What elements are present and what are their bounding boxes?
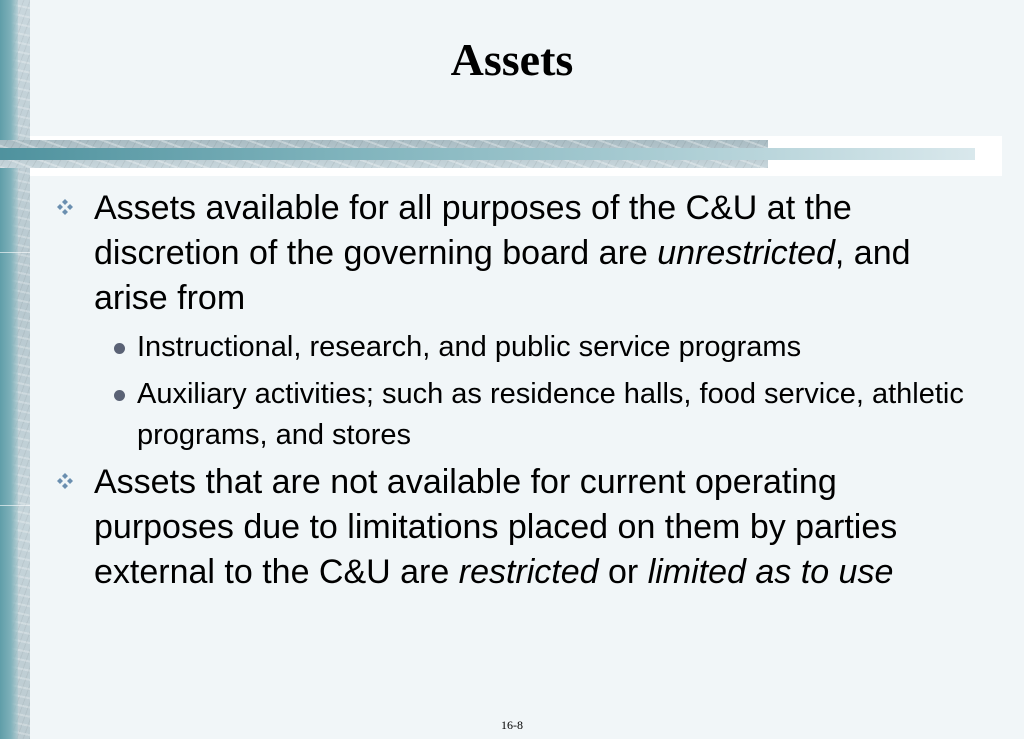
slide-body [50,186,970,599]
slide-title: Assets [450,34,574,85]
dot-icon [114,390,125,401]
diamond-cluster-icon [54,470,76,492]
bullet-text: or [598,553,648,591]
sub-bullet-item [50,374,970,456]
sub-bullet-text: Instructional, research, and public service programs [137,331,802,363]
left-teal-bar [0,0,18,739]
divider-teal-gradient [0,148,975,160]
title-divider-band [0,136,1002,176]
bullet-text: Assets that are not available for current operating purposes due to limitations placed on them by parties external to the C&U are [94,463,898,591]
sub-bullet-item [50,327,970,368]
dot-icon [114,343,125,354]
left-decorative-strip [0,0,30,739]
bullet-emphasis: restricted [458,553,599,591]
strip-line [0,505,30,506]
strip-line [0,252,30,253]
page-number: 16-8 [501,718,523,732]
bullet-item [50,186,970,321]
bullet-item [50,460,970,595]
diamond-cluster-icon [54,196,76,218]
bullet-emphasis: limited as to use [647,553,894,591]
bullet-text: , and arise from [94,234,911,317]
sub-bullet-text: Auxiliary activities; such as residence halls, food service, athletic programs, and stores [137,378,964,451]
bullet-text: Assets available for all purposes of the C&U at the discretion of the governing board are [94,189,852,272]
bullet-emphasis: unrestricted [657,234,835,272]
